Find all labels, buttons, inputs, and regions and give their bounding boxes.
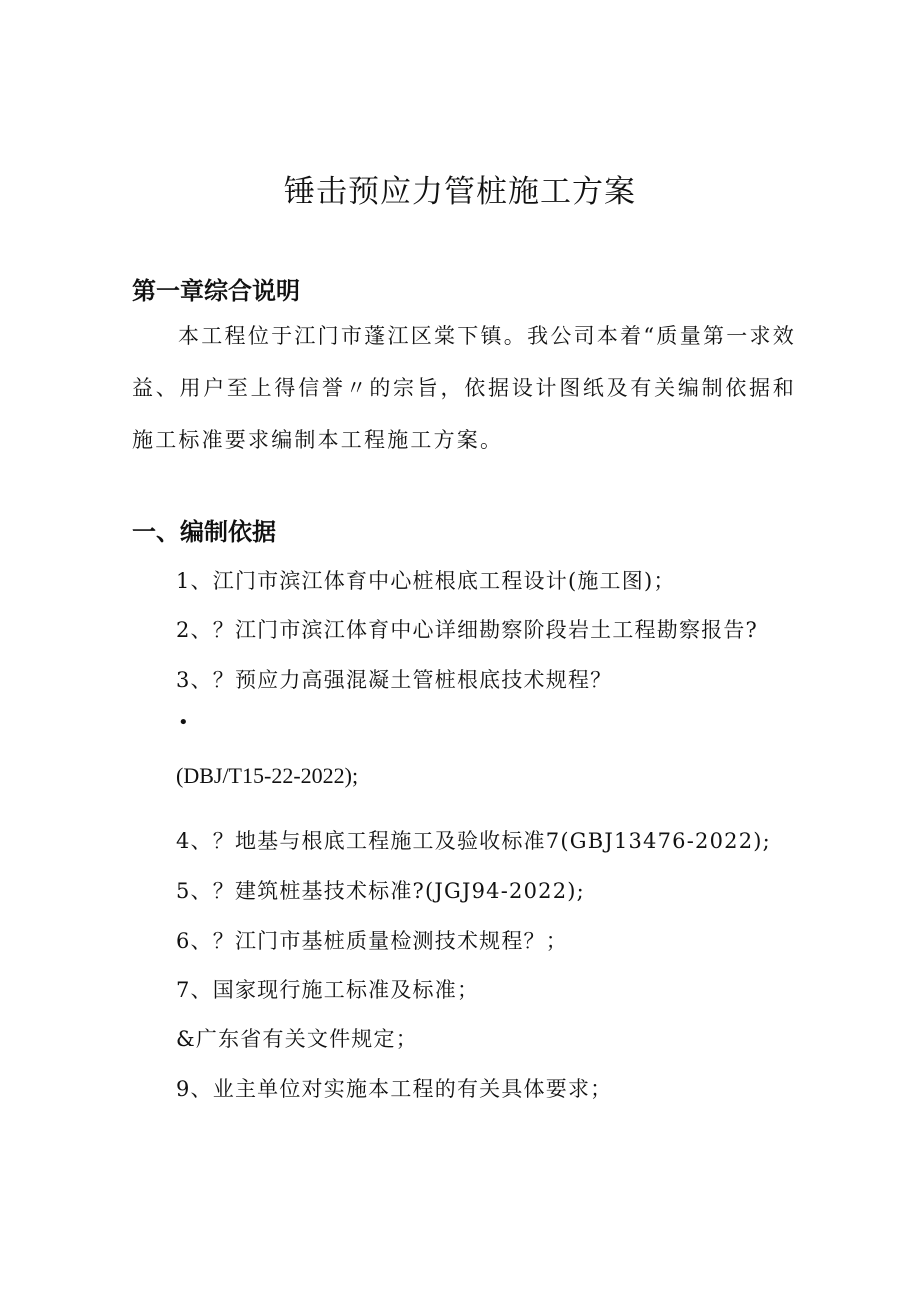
list-item: 1、江门市滨江体育中心桩根底工程设计(施工图)；	[176, 569, 676, 593]
list-item: 9、业主单位对实施本工程的有关具体要求；	[176, 1077, 613, 1101]
chapter-intro-paragraph: 本工程位于江门市蓬江区棠下镇。我公司本着“质量第一求效益、用户至上得信誉〃的宗旨，依据设计图纸及有关编制依据和施工标准要求编制本工程施工方案。	[132, 324, 796, 452]
list-item: 5、？建筑桩基技术标准?(JGJ94-2022);	[176, 879, 585, 903]
bullet-mark: •	[178, 712, 189, 733]
list-item: 3、？预应力高强混凝土管桩根底技术规程？	[176, 668, 613, 692]
section-heading: 一、编制依据	[132, 518, 276, 546]
list-item: 2、？江门市滨江体育中心详细勘察阶段岩土工程勘察报告?	[176, 618, 759, 642]
list-item: &广东省有关文件规定；	[176, 1027, 418, 1051]
list-item: (DBJ/T15-22-2022);	[176, 763, 359, 788]
list-item: 7、国家现行施工标准及标准；	[176, 978, 480, 1002]
list-item: 4、？地基与根底工程施工及验收标准7(GBJ13476-2022);	[176, 829, 771, 853]
list-item: 6、？江门市基桩质量检测技术规程？；	[176, 929, 568, 953]
document-title: 锤击预应力管桩施工方案	[284, 174, 636, 210]
chapter-heading: 第一章综合说明	[132, 277, 300, 305]
